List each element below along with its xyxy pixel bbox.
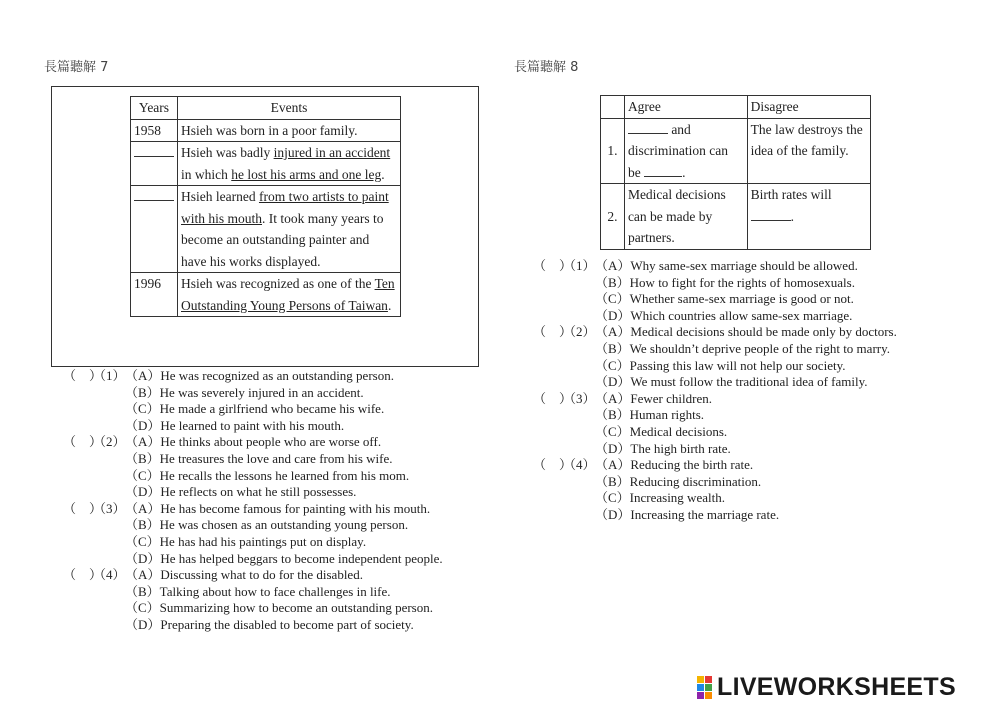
- option-text: He was recognized as an outstanding person.: [160, 368, 394, 383]
- option-text: Which countries allow same-sex marriage.: [630, 307, 853, 323]
- section-8-title: 長篇聽解 8: [514, 60, 579, 75]
- option-text: We shouldn’t deprive people of the right to marry.: [629, 340, 891, 356]
- disagree-cell: [747, 184, 870, 250]
- option-label: （A）: [125, 368, 161, 383]
- option-label: （A）: [595, 457, 631, 473]
- option-text: The high birth rate.: [630, 440, 731, 456]
- table-text: .: [790, 208, 794, 224]
- option-label: （B）: [595, 407, 630, 423]
- option-text: Why same-sex marriage should be allowed.: [630, 258, 858, 273]
- question-option: [533, 275, 953, 292]
- answer-box[interactable]: （ ）: [533, 390, 573, 406]
- year-cell: 1958: [131, 119, 178, 142]
- table-header-disagree: Disagree: [747, 96, 870, 119]
- option-text: Medical decisions should be made only by doctors.: [630, 324, 897, 340]
- table-text: The law destroys the idea of the family.: [750, 121, 863, 158]
- table-text: .: [387, 297, 392, 313]
- question-option: [533, 474, 953, 491]
- logo-block: [697, 692, 704, 699]
- question-option: [533, 324, 953, 341]
- table-row: [601, 118, 871, 184]
- option-label: （D）: [595, 440, 631, 456]
- option-label: （B）: [125, 384, 160, 400]
- logo-block: [705, 684, 712, 691]
- option-label: （C）: [595, 490, 630, 506]
- table-text: .: [682, 164, 686, 180]
- question-option: [533, 391, 953, 408]
- row-number: 1.: [601, 118, 625, 184]
- option-text: Talking about how to face challenges in life.: [159, 583, 391, 599]
- table-text: Hsieh was badly: [181, 145, 274, 160]
- table-text: Medical decisions can be made by partners.: [627, 187, 726, 245]
- question-option: [63, 551, 483, 568]
- section-8-opinion-table: [600, 95, 871, 250]
- option-label: （D）: [125, 417, 161, 433]
- option-label: （B）: [595, 473, 630, 489]
- option-text: How to fight for the rights of homosexuals.: [629, 274, 855, 290]
- answer-blank: [628, 119, 668, 134]
- question-option: [63, 418, 483, 435]
- answer-blank: [134, 142, 174, 157]
- table-text: Hsieh was recognized as one of the: [181, 276, 375, 291]
- answer-blank: [644, 162, 682, 177]
- logo-block: [697, 684, 704, 691]
- option-label: （D）: [125, 550, 161, 566]
- answer-blank: [751, 206, 791, 221]
- question-option: [533, 308, 953, 325]
- option-text: Whether same-sex marriage is good or not.: [629, 291, 854, 307]
- question-option: [63, 534, 483, 551]
- option-text: He learned to paint with his mouth.: [160, 417, 345, 433]
- option-text: He thinks about people who are worse off.: [160, 434, 382, 450]
- question-option: [63, 617, 483, 634]
- logo-block: [705, 692, 712, 699]
- question-option: [63, 385, 483, 402]
- answer-box[interactable]: （ ）: [533, 258, 573, 273]
- table-text: . It took many years to become an outstanding painter and have his works displayed.: [181, 210, 384, 269]
- event-cell: [178, 119, 401, 142]
- year-cell: [131, 142, 178, 186]
- question-number: （2）: [93, 434, 126, 450]
- question-option: [63, 484, 483, 501]
- answer-box[interactable]: （ ）: [63, 500, 103, 516]
- option-label: （C）: [125, 467, 160, 483]
- question-option: [533, 441, 953, 458]
- section-7-questions: [63, 368, 483, 634]
- table-text: Birth rates will: [750, 187, 832, 202]
- question-option: [63, 567, 483, 584]
- option-text: Increasing the marriage rate.: [630, 506, 780, 522]
- option-label: （C）: [595, 423, 630, 439]
- table-text: Ten Outstanding Young Persons of Taiwan: [181, 276, 395, 313]
- option-label: （B）: [595, 340, 630, 356]
- question-option: [63, 451, 483, 468]
- answer-box[interactable]: （ ）: [63, 368, 103, 383]
- table-header-events: Events: [178, 97, 401, 120]
- event-cell: [178, 142, 401, 186]
- section-8-questions: [533, 258, 953, 524]
- option-text: He has become famous for painting with his mouth.: [160, 500, 431, 516]
- table-text: injured in an accident: [273, 145, 391, 160]
- table-row: [131, 273, 401, 317]
- question-number: （2）: [563, 324, 596, 340]
- table-text: from two artists to paint with his mouth: [181, 189, 389, 226]
- section-7-timeline-table: [130, 96, 401, 317]
- question-option: [533, 507, 953, 524]
- answer-box[interactable]: （ ）: [63, 567, 103, 583]
- table-corner: [601, 96, 625, 119]
- option-text: He reflects on what he still possesses.: [160, 484, 357, 500]
- table-row: [601, 184, 871, 250]
- option-label: （C）: [125, 600, 160, 616]
- option-label: （A）: [125, 434, 161, 450]
- option-text: He has had his paintings put on display.: [159, 533, 367, 549]
- question-option: [533, 457, 953, 474]
- option-label: （D）: [125, 484, 161, 500]
- question-option: [63, 584, 483, 601]
- answer-blank: [134, 186, 174, 201]
- logo-block: [705, 676, 712, 683]
- liveworksheets-logo: [697, 672, 956, 702]
- option-label: （A）: [595, 390, 631, 406]
- table-text: Hsieh was born in a poor family.: [181, 122, 358, 138]
- row-number: 2.: [601, 184, 625, 250]
- question-option: [533, 341, 953, 358]
- option-label: （B）: [125, 450, 160, 466]
- table-text: and discrimination can be: [627, 121, 729, 180]
- option-text: He was severely injured in an accident.: [159, 384, 364, 400]
- logo-mark-icon: [697, 676, 712, 699]
- question-option: [63, 517, 483, 534]
- agree-cell: [624, 184, 747, 250]
- disagree-cell: [747, 118, 870, 184]
- table-header-agree: Agree: [624, 96, 747, 119]
- question-option: [63, 401, 483, 418]
- agree-cell: [624, 118, 747, 184]
- option-text: Discussing what to do for the disabled.: [160, 567, 363, 583]
- answer-box[interactable]: （ ）: [533, 324, 573, 340]
- option-label: （A）: [125, 500, 161, 516]
- table-header-years: Years: [131, 97, 178, 120]
- option-text: Human rights.: [629, 407, 705, 423]
- option-text: He has helped beggars to become independent people.: [160, 550, 443, 566]
- option-text: Summarizing how to become an outstanding person.: [159, 600, 433, 616]
- option-label: （B）: [595, 274, 630, 290]
- question-number: （4）: [563, 457, 596, 473]
- option-text: Fewer children.: [630, 390, 712, 406]
- question-option: [533, 258, 953, 275]
- question-option: [63, 368, 483, 385]
- question-option: [533, 490, 953, 507]
- option-text: He treasures the love and care from his wife.: [159, 450, 393, 466]
- option-label: （D）: [595, 374, 631, 390]
- question-number: （1）: [93, 368, 126, 383]
- option-text: Reducing discrimination.: [629, 473, 762, 489]
- question-option: [63, 600, 483, 617]
- option-label: （B）: [125, 517, 160, 533]
- year-cell: [131, 186, 178, 273]
- answer-box[interactable]: （ ）: [63, 434, 103, 450]
- option-label: （C）: [595, 291, 630, 307]
- question-number: （3）: [93, 500, 126, 516]
- option-label: （C）: [595, 357, 630, 373]
- question-option: [533, 407, 953, 424]
- table-text: .: [381, 166, 385, 182]
- table-row: [131, 186, 401, 273]
- option-text: Medical decisions.: [629, 423, 728, 439]
- option-text: Preparing the disabled to become part of society.: [160, 616, 414, 632]
- question-option: [63, 434, 483, 451]
- option-label: （A）: [595, 258, 631, 273]
- question-option: [533, 358, 953, 375]
- question-option: [533, 374, 953, 391]
- option-label: （B）: [125, 583, 160, 599]
- logo-block: [697, 676, 704, 683]
- option-label: （C）: [125, 533, 160, 549]
- option-text: We must follow the traditional idea of family.: [630, 374, 868, 390]
- option-text: Increasing wealth.: [629, 490, 725, 506]
- question-option: [533, 424, 953, 441]
- table-text: he lost his arms and one leg: [231, 166, 382, 182]
- event-cell: [178, 273, 401, 317]
- option-label: （A）: [595, 324, 631, 340]
- table-row: [131, 119, 401, 142]
- option-label: （D）: [595, 506, 631, 522]
- section-7-title: 長篇聽解 7: [44, 60, 109, 75]
- logo-wordmark: LIVEWORKSHEETS: [717, 672, 956, 701]
- option-label: （C）: [125, 401, 160, 417]
- event-cell: [178, 186, 401, 273]
- option-text: Passing this law will not help our society.: [629, 357, 846, 373]
- answer-box[interactable]: （ ）: [533, 457, 573, 473]
- question-number: （3）: [563, 390, 596, 406]
- option-text: He recalls the lessons he learned from his mom.: [159, 467, 410, 483]
- option-label: （D）: [595, 307, 631, 323]
- question-option: [533, 291, 953, 308]
- question-number: （4）: [93, 567, 126, 583]
- question-option: [63, 501, 483, 518]
- question-option: [63, 468, 483, 485]
- year-cell: 1996: [131, 273, 178, 317]
- option-label: （A）: [125, 567, 161, 583]
- question-number: （1）: [563, 258, 596, 273]
- table-row: [131, 142, 401, 186]
- option-text: He made a girlfriend who became his wife.: [159, 401, 385, 417]
- option-text: Reducing the birth rate.: [630, 457, 754, 473]
- table-text: Hsieh learned: [181, 189, 259, 204]
- option-text: He was chosen as an outstanding young person.: [159, 517, 409, 533]
- table-text: in which: [181, 166, 232, 182]
- option-label: （D）: [125, 616, 161, 632]
